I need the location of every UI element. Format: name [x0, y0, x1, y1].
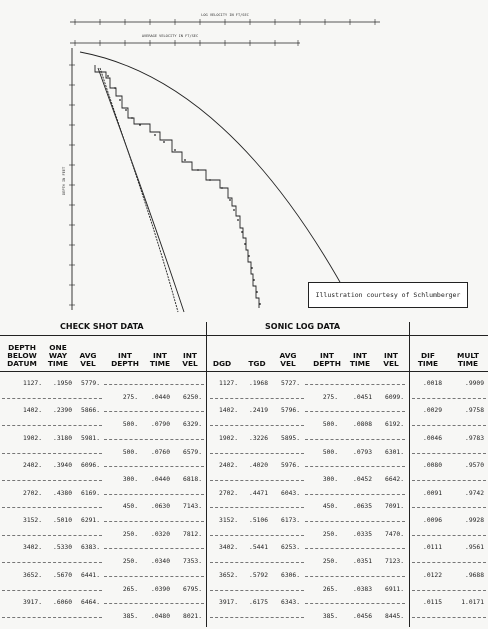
avg-vel-cell: 6441. — [81, 571, 100, 579]
dif-time-cell: .0018 — [423, 380, 442, 387]
header-mult-time: MULT TIME — [457, 351, 479, 368]
row-separator — [412, 562, 486, 563]
sonic-int-depth-cell: 300. — [322, 475, 338, 483]
row-separator — [104, 548, 204, 549]
sonic-int-vel-cell: 6192. — [385, 421, 404, 429]
dif-time-cell: .0029 — [423, 407, 442, 415]
header-int-depth: INT DEPTH — [111, 351, 139, 368]
sonic-int-vel-cell: 8445. — [385, 612, 404, 620]
row-separator — [210, 590, 304, 591]
int-time-cell: .0790 — [151, 421, 170, 429]
dif-time-cell: .0111 — [423, 544, 442, 552]
int-time-cell: .0390 — [151, 585, 170, 593]
sonic-int-vel-cell: 7123. — [385, 558, 404, 566]
sonic-time-curve — [98, 68, 184, 312]
int-vel-cell: 8021. — [183, 612, 202, 620]
sonic-int-time-cell: .0383 — [353, 585, 372, 593]
one-way-time-cell: .6060 — [53, 599, 72, 607]
row-separator — [2, 590, 102, 591]
avg-vel-cell: 6383. — [81, 544, 100, 552]
int-vel-cell: 6329. — [183, 421, 202, 429]
row-separator — [104, 384, 204, 385]
depth-cell: 2702. — [23, 489, 42, 497]
dgd-cell: 3917. — [219, 599, 238, 607]
int-depth-cell: 265. — [122, 585, 138, 593]
tgd-cell: .5441 — [249, 544, 268, 552]
sonic-sample-points — [107, 75, 261, 305]
check-shot-time-curve — [100, 68, 178, 312]
divider-sonic — [409, 322, 410, 627]
depth-cell: 2402. — [23, 462, 42, 470]
row-separator — [104, 439, 204, 440]
avg-vel-cell: 5779. — [81, 380, 100, 387]
int-depth-cell: 300. — [122, 475, 138, 483]
sonic-int-time-cell: .0451 — [353, 393, 372, 401]
avg-vel-cell: 6169. — [81, 489, 100, 497]
sonic-int-time-cell: .0335 — [353, 530, 372, 538]
velocity-data-table — [0, 322, 488, 627]
tgd-cell: .5106 — [249, 517, 268, 524]
int-depth-cell: 275. — [122, 393, 138, 401]
dgd-cell: 1902. — [219, 434, 238, 442]
sonic-int-time-cell: .0808 — [353, 421, 372, 429]
row-separator — [104, 466, 204, 467]
one-way-time-cell: .2390 — [53, 407, 72, 415]
tgd-cell: .6175 — [249, 599, 268, 607]
row-separator — [210, 480, 304, 481]
avg-vel-cell: 6464. — [81, 599, 100, 607]
row-separator — [305, 494, 405, 495]
illustration-credit: Illustration courtesy of Schlumberger — [308, 282, 468, 308]
sonic-int-vel-cell: 6642. — [385, 475, 404, 483]
mult-time-cell: .9561 — [465, 544, 484, 552]
row-separator — [210, 507, 304, 508]
row-separator — [412, 535, 486, 536]
sonic-int-vel-cell: 6911. — [385, 585, 404, 593]
row-separator — [305, 384, 405, 385]
row-separator — [2, 617, 102, 618]
row-separator — [104, 521, 204, 522]
top-rule — [0, 335, 488, 336]
sonic-avg-vel-cell: 6306. — [281, 571, 300, 579]
mult-time-cell: .9909 — [465, 380, 484, 387]
dgd-cell: 1402. — [219, 407, 238, 415]
tgd-cell: .4471 — [249, 489, 268, 497]
sonic-int-depth-cell: 250. — [322, 530, 338, 538]
dif-time-cell: .0096 — [423, 517, 442, 524]
sonic-int-time-cell: .0793 — [353, 448, 372, 456]
tgd-cell: .2419 — [249, 407, 268, 415]
header-sonic-int-depth: INT DEPTH — [313, 351, 341, 368]
depth-cell: 1402. — [23, 407, 42, 415]
row-separator — [412, 453, 486, 454]
row-separator — [305, 521, 405, 522]
tgd-cell: .4020 — [249, 462, 268, 470]
row-separator — [412, 398, 486, 399]
row-separator — [104, 494, 204, 495]
int-depth-cell: 250. — [122, 558, 138, 566]
avg-vel-cell: 6291. — [81, 517, 100, 524]
int-depth-cell: 500. — [122, 448, 138, 456]
one-way-time-cell: .5670 — [53, 571, 72, 579]
second-scale-label: AVERAGE VELOCITY IN FT/SEC — [141, 34, 199, 38]
sonic-int-depth-cell: 385. — [322, 612, 338, 620]
depth-cell: 3402. — [23, 544, 42, 552]
row-separator — [104, 576, 204, 577]
row-separator — [412, 590, 486, 591]
dif-time-cell: .0091 — [423, 489, 442, 497]
row-separator — [210, 617, 304, 618]
sonic-avg-vel-cell: 6343. — [281, 599, 300, 607]
int-time-cell: .0630 — [151, 503, 170, 511]
tgd-cell: .3226 — [249, 434, 268, 442]
row-separator — [412, 507, 486, 508]
avg-vel-cell: 5866. — [81, 407, 100, 415]
int-vel-cell: 7812. — [183, 530, 202, 538]
int-vel-cell: 6250. — [183, 393, 202, 401]
velocity-depth-plot — [60, 10, 460, 320]
row-separator — [2, 480, 102, 481]
sonic-avg-vel-cell: 5727. — [281, 380, 300, 387]
dif-time-cell: .0115 — [423, 599, 442, 607]
header-depth-below-datum: DEPTH BELOW DATUM — [7, 343, 37, 368]
one-way-time-cell: .4380 — [53, 489, 72, 497]
depth-cell: 3917. — [23, 599, 42, 607]
sonic-avg-vel-cell: 5895. — [281, 434, 300, 442]
row-separator — [2, 535, 102, 536]
sonic-int-depth-cell: 250. — [322, 558, 338, 566]
dgd-cell: 1127. — [219, 380, 238, 387]
sonic-avg-vel-cell: 6043. — [281, 489, 300, 497]
row-separator — [2, 562, 102, 563]
row-separator — [210, 453, 304, 454]
mult-time-cell: 1.0171 — [461, 599, 484, 607]
velocity-envelope-curve — [80, 52, 350, 300]
row-separator — [412, 480, 486, 481]
int-vel-cell: 6818. — [183, 475, 202, 483]
sonic-avg-vel-cell: 6173. — [281, 517, 300, 524]
sonic-int-vel-cell: 7091. — [385, 503, 404, 511]
sonic-int-time-cell: .0635 — [353, 503, 372, 511]
int-vel-cell: 7143. — [183, 503, 202, 511]
depth-cell: 3652. — [23, 571, 42, 579]
one-way-time-cell: .5010 — [53, 517, 72, 524]
depth-cell: 1902. — [23, 434, 42, 442]
sonic-avg-vel-cell: 6253. — [281, 544, 300, 552]
row-separator — [2, 453, 102, 454]
row-separator — [2, 398, 102, 399]
row-separator — [210, 425, 304, 426]
mult-time-cell: .9758 — [465, 407, 484, 415]
interval-velocity-step-log — [95, 65, 259, 308]
sonic-int-depth-cell: 275. — [322, 393, 338, 401]
row-separator — [104, 411, 204, 412]
sonic-int-vel-cell: 6099. — [385, 393, 404, 401]
row-separator — [305, 576, 405, 577]
one-way-time-cell: .1950 — [53, 380, 72, 387]
one-way-time-cell: .3180 — [53, 434, 72, 442]
avg-vel-cell: 6096. — [81, 462, 100, 470]
mult-time-cell: .9783 — [465, 434, 484, 442]
dgd-cell: 2702. — [219, 489, 238, 497]
sonic-int-depth-cell: 265. — [322, 585, 338, 593]
row-separator — [2, 425, 102, 426]
sonic-int-vel-cell: 6301. — [385, 448, 404, 456]
row-separator — [305, 603, 405, 604]
check-shot-title: CHECK SHOT DATA — [60, 322, 144, 331]
int-depth-cell: 450. — [122, 503, 138, 511]
int-time-cell: .0760 — [151, 448, 170, 456]
tgd-cell: .1968 — [249, 380, 268, 387]
header-sonic-int-vel: INT VEL — [383, 351, 399, 368]
header-one-way-time: ONE WAY TIME — [47, 343, 69, 368]
sonic-int-time-cell: .0351 — [353, 558, 372, 566]
dgd-cell: 3652. — [219, 571, 238, 579]
sonic-int-time-cell: .0456 — [353, 612, 372, 620]
sonic-int-depth-cell: 500. — [322, 421, 338, 429]
row-separator — [412, 425, 486, 426]
header-int-time: INT TIME — [149, 351, 171, 368]
header-sonic-int-time: INT TIME — [349, 351, 371, 368]
mult-time-cell: .9742 — [465, 489, 484, 497]
int-vel-cell: 7353. — [183, 558, 202, 566]
top-scale-label: LOG VELOCITY IN FT/SEC — [201, 13, 249, 17]
row-separator — [412, 617, 486, 618]
int-vel-cell: 6795. — [183, 585, 202, 593]
one-way-time-cell: .3940 — [53, 462, 72, 470]
header-int-vel: INT VEL — [182, 351, 198, 368]
dgd-cell: 3402. — [219, 544, 238, 552]
dif-time-cell: .0122 — [423, 571, 442, 579]
dgd-cell: 3152. — [219, 517, 238, 524]
dgd-cell: 2402. — [219, 462, 238, 470]
row-separator — [210, 562, 304, 563]
sonic-log-title: SONIC LOG DATA — [265, 322, 341, 331]
row-separator — [305, 548, 405, 549]
int-depth-cell: 385. — [122, 612, 138, 620]
sonic-int-vel-cell: 7470. — [385, 530, 404, 538]
tgd-cell: .5792 — [249, 571, 268, 579]
int-vel-cell: 6579. — [183, 448, 202, 456]
sonic-int-depth-cell: 450. — [322, 503, 338, 511]
row-separator — [210, 398, 304, 399]
row-separator — [305, 466, 405, 467]
avg-vel-cell: 5981. — [81, 434, 100, 442]
mult-time-cell: .9570 — [465, 462, 484, 470]
mult-time-cell: .9688 — [465, 571, 484, 579]
int-time-cell: .0440 — [151, 393, 170, 401]
divider-check-shot — [206, 322, 207, 627]
sonic-int-depth-cell: 500. — [322, 448, 338, 456]
depth-axis-label: DEPTH IN FEET — [62, 166, 66, 195]
header-dgd: DGD — [212, 359, 232, 368]
header-tgd: TGD — [248, 359, 266, 368]
dif-time-cell: .0080 — [423, 462, 442, 470]
int-depth-cell: 500. — [122, 421, 138, 429]
row-separator — [2, 507, 102, 508]
mult-time-cell: .9928 — [465, 517, 484, 524]
sonic-avg-vel-cell: 5796. — [281, 407, 300, 415]
row-separator — [104, 603, 204, 604]
header-avg-vel: AVG VEL — [79, 351, 97, 368]
row-separator — [305, 439, 405, 440]
dif-time-cell: .0046 — [423, 434, 442, 442]
row-separator — [305, 411, 405, 412]
row-separator — [210, 535, 304, 536]
int-time-cell: .0440 — [151, 475, 170, 483]
header-sonic-avg-vel: AVG VEL — [279, 351, 297, 368]
int-time-cell: .0340 — [151, 558, 170, 566]
sonic-avg-vel-cell: 5976. — [281, 462, 300, 470]
depth-cell: 3152. — [23, 517, 42, 524]
one-way-time-cell: .5330 — [53, 544, 72, 552]
int-time-cell: .0480 — [151, 612, 170, 620]
depth-cell: 1127. — [23, 380, 42, 387]
int-depth-cell: 250. — [122, 530, 138, 538]
int-time-cell: .0320 — [151, 530, 170, 538]
header-dif-time: DIF TIME — [417, 351, 439, 368]
sonic-int-time-cell: .0452 — [353, 475, 372, 483]
header-rule — [0, 371, 488, 372]
